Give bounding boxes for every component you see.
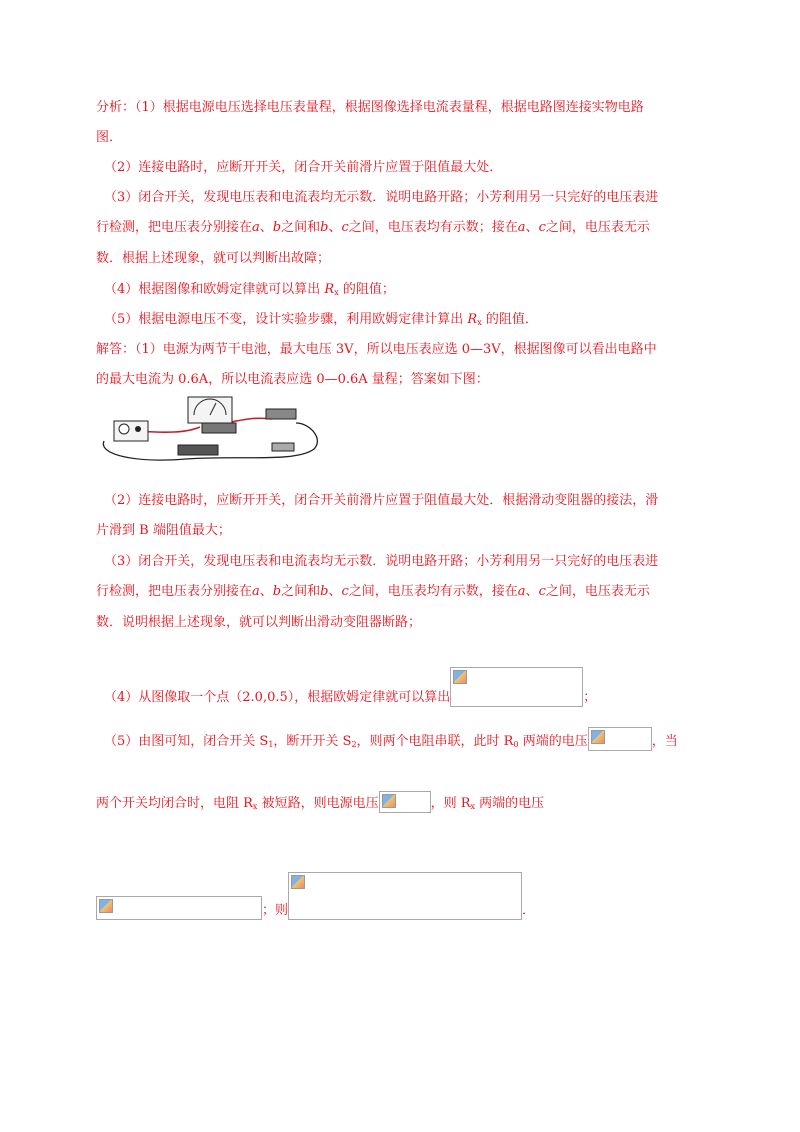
answer-step-3-line-3: 数．说明根据上述现象，就可以判断出滑动变阻器断路； bbox=[96, 615, 422, 630]
analysis-step-4: （4）根据图像和欧姆定律就可以算出 $R_x$ 的阻值； bbox=[104, 282, 395, 297]
answer-step-3-line-1: （3）闭合开关，发现电压表和电流表均无示数．说明电路开路；小芳利用另一只完好的电压表进 bbox=[104, 554, 659, 569]
answer-step-2-line-2: 片滑到 B 端阻值最大； bbox=[96, 523, 231, 538]
answer-step-2-line-1: （2）连接电路时，应断开开关，闭合开关前滑片应置于阻值最大处．根据滑动变阻器的接法，滑 bbox=[104, 493, 659, 508]
analysis-step-3-line-3: 数．根据上述现象，就可以判断出故障； bbox=[96, 251, 331, 266]
broken-image-icon bbox=[591, 730, 605, 744]
broken-image-icon bbox=[453, 670, 467, 684]
analysis-step-3-line-1: （3）闭合开关，发现电压表和电流表均无示数．说明电路开路；小芳利用另一只完好的电压表进 bbox=[104, 190, 659, 205]
answer-step-5-line-3: ；则 ． bbox=[96, 872, 535, 920]
answer-step-4: （4）从图像取一个点（2.0,0.5），根据欧姆定律就可以算出 ； bbox=[104, 667, 596, 707]
answer-step-5-line-2: 两个开关均闭合时，电阻 $R_x$ 被短路，则电源电压 ，则 $R_x$ 两端的电压 bbox=[96, 791, 544, 813]
broken-image-icon bbox=[291, 875, 305, 889]
formula-image-u0 bbox=[588, 727, 652, 751]
answer-step-5-line-1: （5）由图可知，闭合开关 $S_1$，断开开关 $S_2$，则两个电阻串联，此时 $R_0$ 两端的电压 ，当 bbox=[104, 727, 678, 751]
formula-image-ux bbox=[96, 896, 262, 920]
analysis-step-2: （2）连接电路时，应断开开关，闭合开关前滑片应置于阻值最大处． bbox=[104, 160, 503, 175]
analysis-line-1: 分析：（1）根据电源电压选择电压表量程，根据图像选择电流表量程，根据电路图连接实物电路 bbox=[96, 100, 644, 115]
formula-image-u bbox=[379, 791, 431, 813]
broken-image-icon bbox=[99, 899, 113, 913]
answer-step-3-line-2: 行检测，把电压表分别接在a、b之间和b、c之间，电压表均有示数，接在a、c之间，电压表无示 bbox=[96, 584, 650, 599]
analysis-step-5: （5）根据电源电压不变，设计实验步骤，利用欧姆定律计算出 $R_x$ 的阻值． bbox=[104, 312, 538, 327]
formula-image-rx-result bbox=[288, 872, 522, 920]
circuit-diagram-image bbox=[96, 393, 320, 463]
answer-line-1: 解答：（1）电源为两节干电池，最大电压 3V，所以电压表应选 0—3V，根据图像可以看出电路中 bbox=[96, 342, 657, 357]
broken-image-icon bbox=[382, 794, 396, 808]
answer-line-2: 的最大电流为 0.6A，所以电流表应选 0—0.6A 量程；答案如下图： bbox=[96, 372, 489, 387]
analysis-line-2: 图． bbox=[96, 130, 123, 145]
formula-image-rx bbox=[450, 667, 583, 707]
analysis-step-3-line-2: 行检测，把电压表分别接在a、b之间和b、c之间，电压表均有示数；接在a、c之间，电压表无示 bbox=[96, 220, 650, 235]
